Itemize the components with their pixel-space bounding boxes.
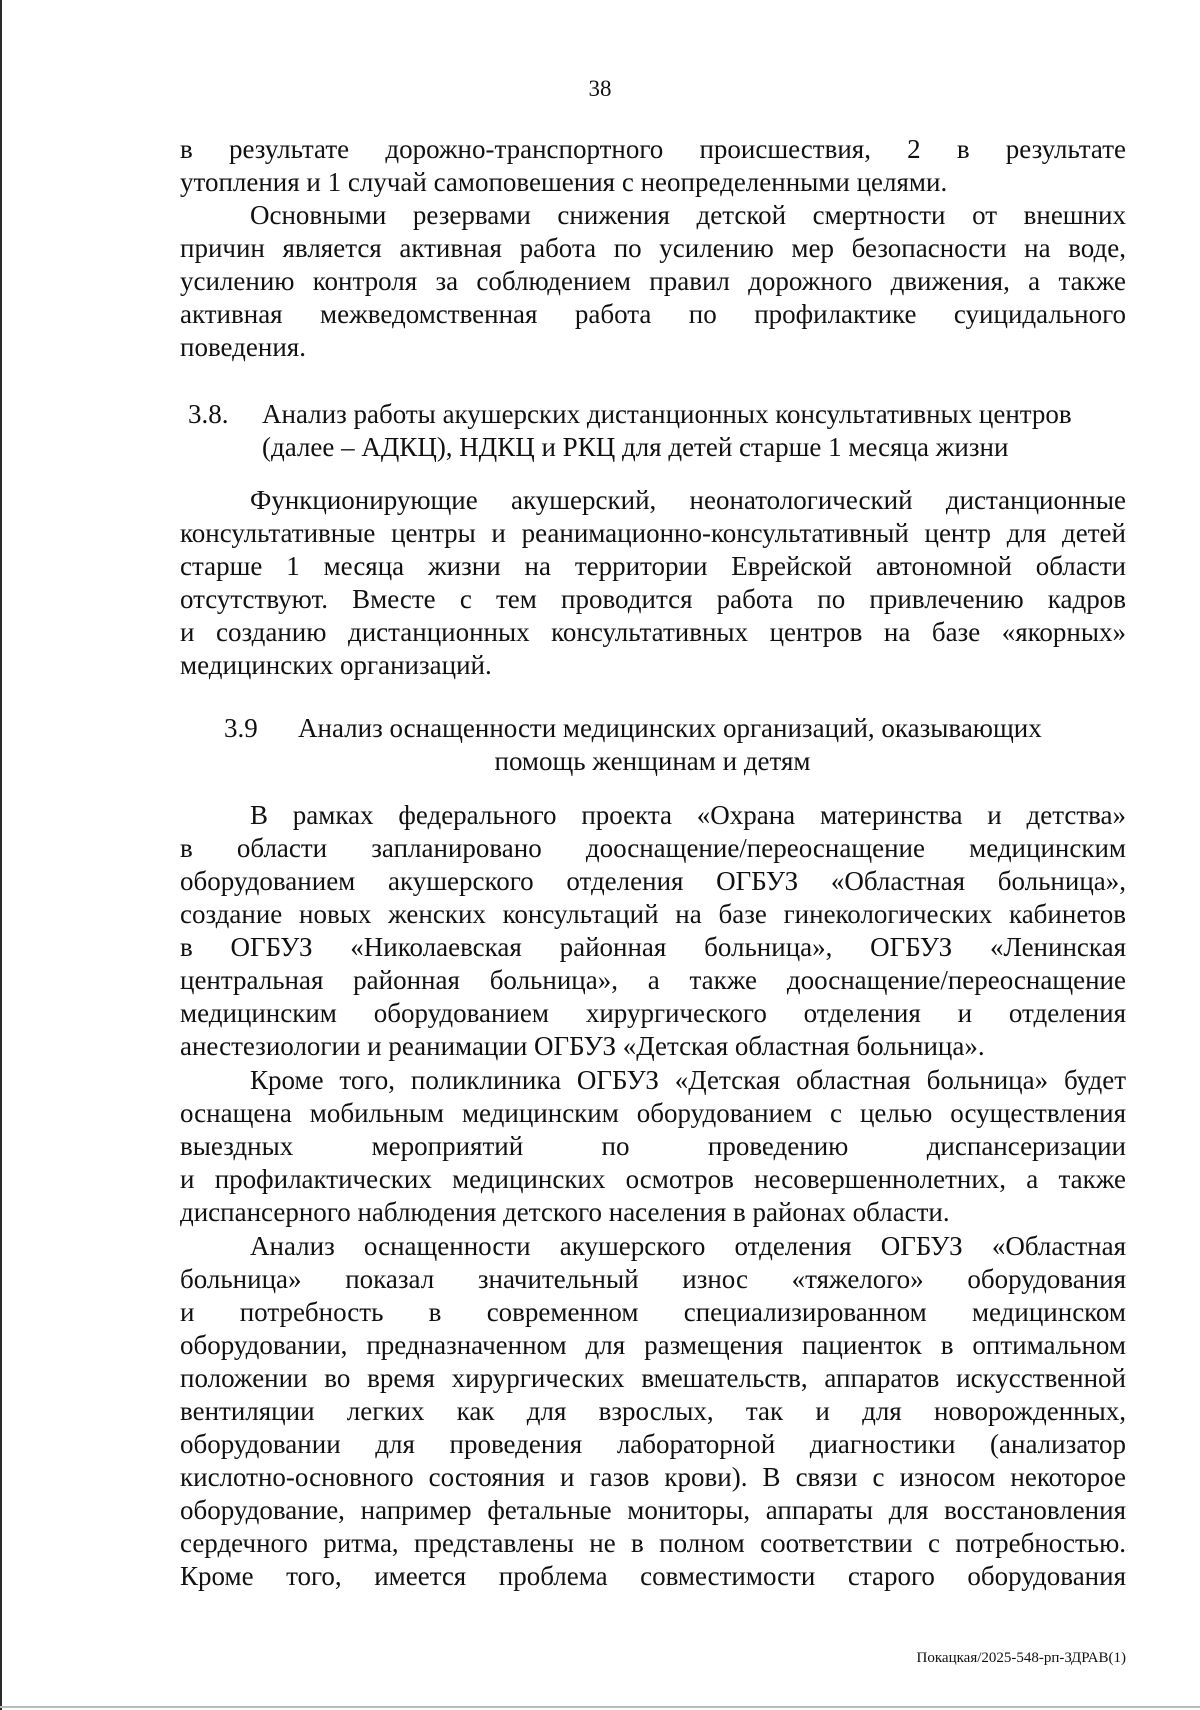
text-line: В рамках федерального проекта «Охрана материнства и детства»: [250, 800, 1126, 830]
text-line: создание новых женских консультаций на базе гинекологических кабинетов: [180, 899, 1126, 929]
text-line: и потребность в современном специализированном медицинском: [180, 1297, 1126, 1327]
document-footer-id: Покацкая/2025-548-рп-ЗДРАВ(1): [916, 1650, 1126, 1666]
text-line: сердечного ритма, представлены не в полном соответствии с потребностью.: [180, 1528, 1126, 1558]
text-line: медицинских организаций.: [180, 650, 492, 680]
text-line: усилению контроля за соблюдением правил дорожного движения, а также: [180, 266, 1126, 296]
page-number: 38: [588, 76, 612, 101]
text-line: Кроме того, имеется проблема совместимости старого оборудования: [180, 1561, 1126, 1591]
text-line: в ОГБУЗ «Николаевская районная больница», ОГБУЗ «Ленинская: [180, 932, 1126, 962]
text-line: и профилактических медицинских осмотров несовершеннолетних, а также: [180, 1164, 1126, 1194]
text-line: активная межведомственная работа по профилактике суицидального: [180, 299, 1126, 329]
text-line: оборудование, например фетальные мониторы, аппараты для восстановления: [180, 1495, 1126, 1525]
text-line: оборудовании, предназначенном для размещения пациенток в оптимальном: [180, 1330, 1126, 1360]
section-number: 3.9: [224, 713, 258, 743]
text-line: оборудовании для проведения лабораторной диагностики (анализатор: [180, 1429, 1126, 1459]
page-edge-left: [0, 0, 2, 1710]
text-line: оснащена мобильным медицинским оборудованием с целью осуществления: [180, 1098, 1126, 1128]
text-line: отсутствуют. Вместе с тем проводится работа по привлечению кадров: [180, 584, 1126, 614]
text-line: Основными резервами снижения детской смертности от внешних: [250, 200, 1126, 230]
text-line: диспансерного наблюдения детского населения в районах области.: [180, 1197, 950, 1227]
page-edge-bottom: [0, 1706, 1200, 1708]
section-title: (далее – АДКЦ), НДКЦ и РКЦ для детей старше 1 месяца жизни: [262, 432, 1009, 462]
text-line: вентиляции легких как для взрослых, так и для новорожденных,: [180, 1396, 1126, 1426]
section-title: Анализ оснащенности медицинских организаций, оказывающих: [298, 713, 1042, 743]
text-line: старше 1 месяца жизни на территории Еврейской автономной области: [180, 551, 1126, 581]
text-line: больница» показал значительный износ «тяжелого» оборудования: [180, 1264, 1126, 1294]
text-line: Кроме того, поликлиника ОГБУЗ «Детская областная больница» будет: [250, 1065, 1126, 1095]
text-line: утопления и 1 случай самоповешения с неопределенными целями.: [180, 167, 948, 197]
section-number: 3.8.: [188, 399, 229, 429]
section-title: Анализ работы акушерских дистанционных консультативных центров: [262, 399, 1072, 429]
text-line: в результате дорожно-транспортного происшествия, 2 в результате: [180, 134, 1126, 164]
text-line: Функционирующие акушерский, неонатологический дистанционные: [250, 485, 1126, 515]
text-line: анестезиологии и реанимации ОГБУЗ «Детская областная больница».: [180, 1031, 985, 1061]
text-line: центральная районная больница», а также дооснащение/переоснащение: [180, 965, 1126, 995]
text-line: положении во время хирургических вмешательств, аппаратов искусственной: [180, 1363, 1126, 1393]
text-line: оборудованием акушерского отделения ОГБУЗ «Областная больница»,: [180, 866, 1126, 896]
text-line: выездных мероприятий по проведению диспансеризации: [180, 1131, 1126, 1161]
text-line: и созданию дистанционных консультативных центров на базе «якорных»: [180, 617, 1126, 647]
text-line: в области запланировано дооснащение/переоснащение медицинским: [180, 833, 1126, 863]
text-line: кислотно-основного состояния и газов крови). В связи с износом некоторое: [180, 1462, 1126, 1492]
section-title: помощь женщинам и детям: [494, 746, 811, 776]
text-line: Анализ оснащенности акушерского отделения ОГБУЗ «Областная: [250, 1231, 1126, 1261]
text-line: консультативные центры и реанимационно-консультативный центр для детей: [180, 518, 1126, 548]
text-line: медицинским оборудованием хирургического отделения и отделения: [180, 998, 1126, 1028]
text-line: причин является активная работа по усилению мер безопасности на воде,: [180, 233, 1126, 263]
text-line: поведения.: [180, 332, 306, 362]
